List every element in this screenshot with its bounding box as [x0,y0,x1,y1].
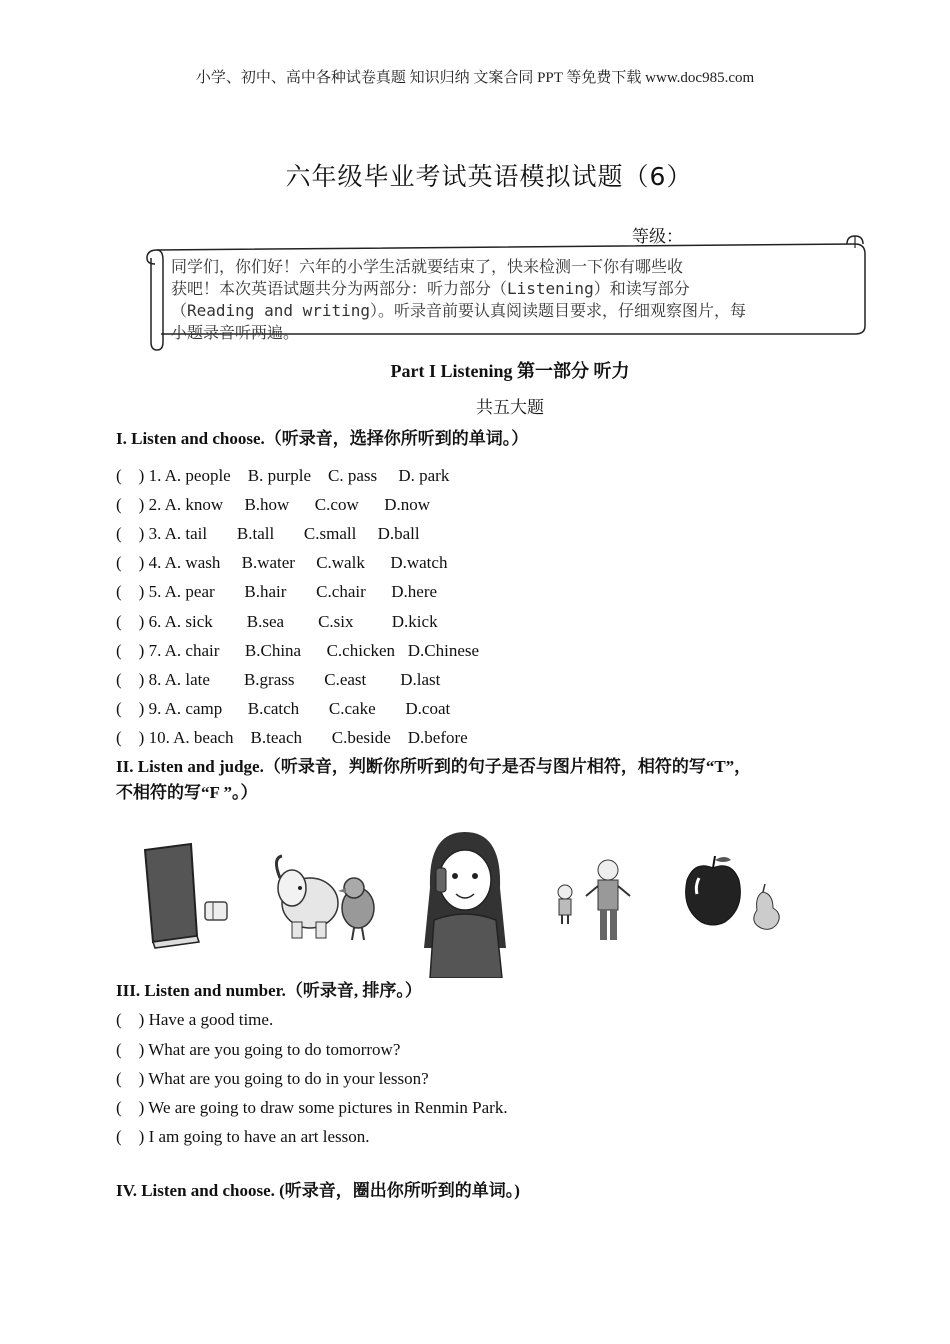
elephant-and-bird-icon [270,848,385,948]
question-row: ( ) 8. A. late B.grass C.east D.last [116,670,441,689]
girl-on-phone-icon [410,828,520,978]
grade-label: 等级： [632,227,683,246]
number-row: ( ) I am going to have an art lesson. [116,1127,370,1146]
small-and-tall-children-icon [550,858,650,958]
number-row: ( ) What are you going to do tomorrow? [116,1040,401,1059]
number-row: ( ) What are you going to do in your lesson? [116,1069,429,1088]
judge-pictures [135,828,785,978]
question-row: ( ) 2. A. know B.how C.cow D.now [116,495,431,514]
question-row: ( ) 1. A. people B. purple C. pass D. park [116,466,450,485]
section4-heading: IV. Listen and choose. (听录音，圈出你所听到的单词。) [116,1181,520,1200]
intro-text [171,256,841,344]
question-row: ( ) 7. A. chair B.China C.chicken D.Chinese [116,641,480,660]
site-header: 小学、初中、高中各种试卷真题 知识归纳 文案合同 PPT 等免费下载 www.doc985.com [195,70,755,86]
question-row: ( ) 9. A. camp B.catch C.cake D.coat [116,699,451,718]
intro-line: （Reading and writing）。听录音前要认真阅读题目要求，仔细观察图片，每 [171,301,747,320]
section2-heading-line: II. Listen and judge.（听录音，判断你所听到的句子是否与图片相符，相符的写“T”， [116,757,752,776]
part-title: Part I Listening 第一部分 听力 [390,361,630,381]
intro-scroll-banner [143,234,868,352]
section2-heading-line: 不相符的写“F ”。） [116,783,258,802]
number-row: ( ) Have a good time. [116,1010,274,1029]
section1-heading: I. Listen and choose.（听录音，选择你所听到的单词。） [116,429,529,448]
section3-heading: III. Listen and number.（听录音, 排序。） [116,981,422,1000]
intro-line: 同学们，你们好！六年的小学生活就要结束了，快来检测一下你有哪些收 [171,257,684,276]
question-row: ( ) 10. A. beach B.teach C.beside D.before [116,728,468,747]
intro-line: 获吧！本次英语试题共分为两部分：听力部分（Listening）和读写部分 [171,279,690,298]
book-and-eraser-icon [135,842,235,952]
section2-heading [116,754,846,806]
question-row: ( ) 6. A. sick B.sea C.six D.kick [116,612,438,631]
question-row: ( ) 5. A. pear B.hair C.chair D.here [116,582,438,601]
apple-and-pear-icon [675,852,785,952]
intro-line: 小题录音听两遍。 [171,323,300,342]
part-subtitle: 共五大题 [476,398,544,417]
question-row: ( ) 3. A. tail B.tall C.small D.ball [116,524,420,543]
question-row: ( ) 4. A. wash B.water C.walk D.watch [116,553,448,572]
number-row: ( ) We are going to draw some pictures in Renmin Park. [116,1098,508,1117]
page-title: 六年级毕业考试英语模拟试题（6） [285,162,693,191]
